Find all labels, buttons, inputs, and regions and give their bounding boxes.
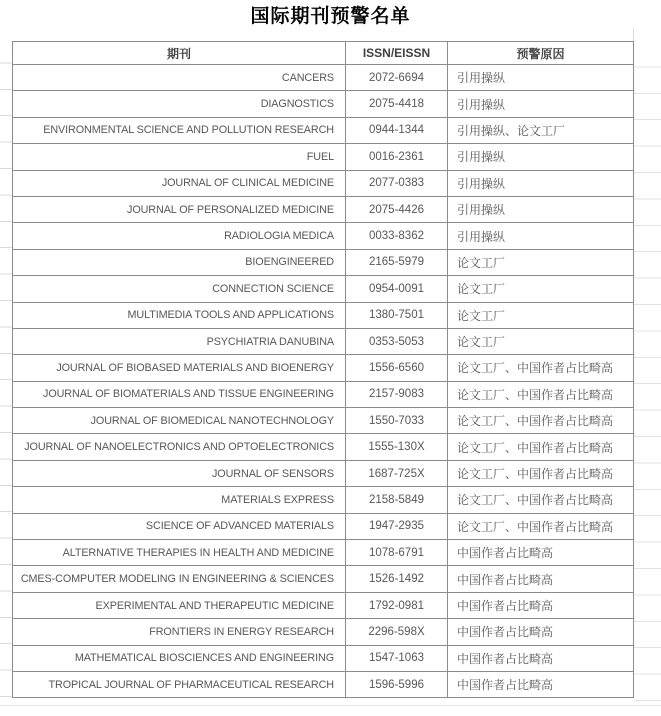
issn-cell: 1550-7033 <box>346 408 448 434</box>
journal-name-cell: JOURNAL OF BIOMEDICAL NANOTECHNOLOGY <box>13 408 346 434</box>
table-row <box>13 592 634 618</box>
warning-reason-cell: 中国作者占比畸高 <box>448 592 634 618</box>
table-row <box>13 302 634 328</box>
gridline-stubs-left <box>0 37 12 697</box>
issn-cell: 0353-5053 <box>346 328 448 354</box>
journal-name-cell: CONNECTION SCIENCE <box>13 276 346 302</box>
column-header-journal: 期刊 <box>13 42 346 65</box>
warning-reason-cell: 论文工厂 <box>448 276 634 302</box>
issn-cell: 1526-1492 <box>346 566 448 592</box>
journal-warning-table <box>12 41 634 698</box>
journal-name-cell: JOURNAL OF PERSONALIZED MEDICINE <box>13 196 346 222</box>
journal-name-cell: JOURNAL OF SENSORS <box>13 460 346 486</box>
warning-reason-cell: 论文工厂 <box>448 328 634 354</box>
issn-cell: 1596-5996 <box>346 671 448 697</box>
journal-name-cell: MATHEMATICAL BIOSCIENCES AND ENGINEERING <box>13 645 346 671</box>
warning-reason-cell: 引用操纵 <box>448 196 634 222</box>
issn-cell: 1792-0981 <box>346 592 448 618</box>
table-row <box>13 355 634 381</box>
table-row <box>13 144 634 170</box>
warning-reason-cell: 引用操纵 <box>448 65 634 91</box>
journal-name-cell: JOURNAL OF BIOBASED MATERIALS AND BIOENERGY <box>13 355 346 381</box>
issn-cell: 1547-1063 <box>346 645 448 671</box>
journal-name-cell: FUEL <box>13 144 346 170</box>
table-row <box>13 671 634 697</box>
table-row <box>13 460 634 486</box>
table-row <box>13 65 634 91</box>
warning-reason-cell: 中国作者占比畸高 <box>448 566 634 592</box>
warning-reason-cell: 引用操纵 <box>448 170 634 196</box>
table-row <box>13 513 634 539</box>
table-row <box>13 276 634 302</box>
issn-cell: 0944-1344 <box>346 117 448 143</box>
journal-name-cell: CMES-COMPUTER MODELING IN ENGINEERING & SCIENCES <box>13 566 346 592</box>
warning-reason-cell: 论文工厂、中国作者占比畸高 <box>448 487 634 513</box>
issn-cell: 1555-130X <box>346 434 448 460</box>
issn-cell: 2075-4418 <box>346 91 448 117</box>
issn-cell: 2158-5849 <box>346 487 448 513</box>
table-row <box>13 91 634 117</box>
issn-cell: 1556-6560 <box>346 355 448 381</box>
warning-reason-cell: 论文工厂、中国作者占比畸高 <box>448 513 634 539</box>
warning-reason-cell: 中国作者占比畸高 <box>448 619 634 645</box>
warning-reason-cell: 引用操纵 <box>448 144 634 170</box>
warning-reason-cell: 论文工厂、中国作者占比畸高 <box>448 434 634 460</box>
issn-cell: 1947-2935 <box>346 513 448 539</box>
journal-name-cell: RADIOLOGIA MEDICA <box>13 223 346 249</box>
table-row <box>13 381 634 407</box>
journal-name-cell: ENVIRONMENTAL SCIENCE AND POLLUTION RESEARCH <box>13 117 346 143</box>
journal-name-cell: JOURNAL OF CLINICAL MEDICINE <box>13 170 346 196</box>
warning-reason-cell: 引用操纵 <box>448 223 634 249</box>
table-row <box>13 645 634 671</box>
issn-cell: 0016-2361 <box>346 144 448 170</box>
column-header-reason: 预警原因 <box>448 42 634 65</box>
warning-reason-cell: 引用操纵、论文工厂 <box>448 117 634 143</box>
journal-name-cell: CANCERS <box>13 65 346 91</box>
issn-cell: 2077-0383 <box>346 170 448 196</box>
journal-name-cell: PSYCHIATRIA DANUBINA <box>13 328 346 354</box>
gridline-stub-top-right <box>633 28 634 41</box>
table-row <box>13 540 634 566</box>
table-row <box>13 328 634 354</box>
gridline-stubs-right <box>634 41 661 701</box>
issn-cell: 0954-0091 <box>346 276 448 302</box>
issn-cell: 1380-7501 <box>346 302 448 328</box>
journal-name-cell: JOURNAL OF NANOELECTRONICS AND OPTOELECTRONICS <box>13 434 346 460</box>
table-row <box>13 619 634 645</box>
table-row <box>13 170 634 196</box>
warning-reason-cell: 中国作者占比畸高 <box>448 671 634 697</box>
issn-cell: 2072-6694 <box>346 65 448 91</box>
journal-name-cell: TROPICAL JOURNAL OF PHARMACEUTICAL RESEARCH <box>13 671 346 697</box>
journal-name-cell: SCIENCE OF ADVANCED MATERIALS <box>13 513 346 539</box>
journal-name-cell: MATERIALS EXPRESS <box>13 487 346 513</box>
table-row <box>13 408 634 434</box>
table-row <box>13 117 634 143</box>
journal-name-cell: BIOENGINEERED <box>13 249 346 275</box>
table-row <box>13 223 634 249</box>
warning-reason-cell: 论文工厂 <box>448 302 634 328</box>
warning-reason-cell: 引用操纵 <box>448 91 634 117</box>
table-row <box>13 249 634 275</box>
issn-cell: 2075-4426 <box>346 196 448 222</box>
issn-cell: 2165-5979 <box>346 249 448 275</box>
table-row <box>13 487 634 513</box>
issn-cell: 2296-598X <box>346 619 448 645</box>
issn-cell: 2157-9083 <box>346 381 448 407</box>
table-row <box>13 196 634 222</box>
journal-name-cell: JOURNAL OF BIOMATERIALS AND TISSUE ENGINEERING <box>13 381 346 407</box>
table-row <box>13 566 634 592</box>
issn-cell: 1687-725X <box>346 460 448 486</box>
journal-name-cell: DIAGNOSTICS <box>13 91 346 117</box>
warning-reason-cell: 中国作者占比畸高 <box>448 540 634 566</box>
column-header-issn: ISSN/EISSN <box>346 42 448 65</box>
gridline-stub-bottom <box>0 705 661 706</box>
warning-reason-cell: 论文工厂、中国作者占比畸高 <box>448 460 634 486</box>
table-row <box>13 434 634 460</box>
warning-reason-cell: 论文工厂、中国作者占比畸高 <box>448 355 634 381</box>
journal-name-cell: ALTERNATIVE THERAPIES IN HEALTH AND MEDICINE <box>13 540 346 566</box>
table-header-row <box>13 42 634 65</box>
journal-name-cell: FRONTIERS IN ENERGY RESEARCH <box>13 619 346 645</box>
warning-reason-cell: 论文工厂 <box>448 249 634 275</box>
page-title: 国际期刊预警名单 <box>250 6 411 27</box>
warning-reason-cell: 中国作者占比畸高 <box>448 645 634 671</box>
table-body <box>13 65 634 698</box>
warning-reason-cell: 论文工厂、中国作者占比畸高 <box>448 381 634 407</box>
issn-cell: 0033-8362 <box>346 223 448 249</box>
issn-cell: 1078-6791 <box>346 540 448 566</box>
warning-reason-cell: 论文工厂、中国作者占比畸高 <box>448 408 634 434</box>
journal-name-cell: MULTIMEDIA TOOLS AND APPLICATIONS <box>13 302 346 328</box>
journal-name-cell: EXPERIMENTAL AND THERAPEUTIC MEDICINE <box>13 592 346 618</box>
